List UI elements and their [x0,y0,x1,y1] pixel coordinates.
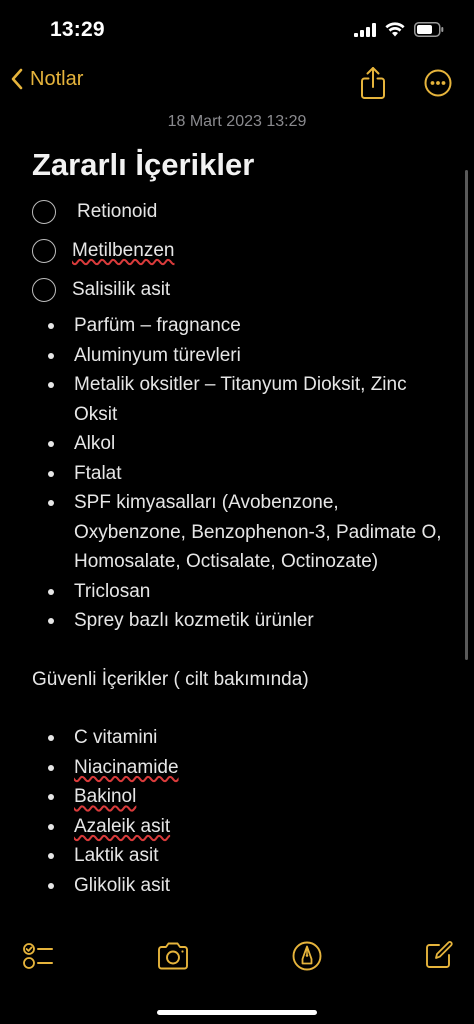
checklist-item-text: Salisilik asit [72,278,171,300]
list-item: Alkol [32,429,452,459]
home-indicator[interactable] [157,1010,317,1015]
list-item: C vitamini [32,723,452,753]
checkbox-circle[interactable] [32,278,56,302]
list-item: Laktik asit [32,841,452,871]
checklist-icon[interactable] [22,940,54,972]
markup-pen-icon[interactable] [291,940,323,972]
checklist-item-text: Metilbenzen [72,239,175,261]
list-item [32,782,452,812]
note-title[interactable]: Zararlı İçerikler [32,147,255,182]
chevron-left-icon [10,67,24,91]
more-icon[interactable] [424,69,452,97]
back-button[interactable] [10,67,83,91]
list-item: Triclosan [32,577,452,607]
list-item [32,812,452,842]
bottom-toolbar [0,936,474,976]
note-date: 18 Mart 2023 13:29 [167,113,307,130]
status-time: 13:29 [50,18,105,41]
status-icons [354,22,444,42]
safe-bullet-list [32,723,452,900]
back-label: Notlar [30,67,84,90]
camera-icon[interactable] [156,940,190,972]
battery-icon [414,22,444,42]
share-icon[interactable] [360,66,386,100]
nav-bar [0,62,474,106]
harmful-bullet-list [32,311,452,636]
list-item: Sprey bazlı kozmetik ürünler [32,606,452,636]
list-item: Aluminyum türevleri [32,341,452,371]
checklist-item[interactable] [32,192,452,231]
safe-section-title: Güvenli İçerikler ( cilt bakımında) [32,668,309,690]
list-item [32,753,452,783]
checklist-item[interactable] [32,270,452,309]
checklist-item-text: Retionoid [77,200,158,222]
compose-icon[interactable] [424,940,454,970]
checkbox-circle[interactable] [32,239,56,263]
note-editor[interactable] [32,140,452,900]
list-item: Glikolik asit [32,871,452,901]
list-item: Ftalat [32,459,452,489]
list-item: SPF kimyasalları (Avobenzone, Oxybenzone, Benzophenon-3, Padimate O, Homosalate, Octisalate, Octinozate) [32,488,452,577]
list-item-text: Azaleik asit [74,815,171,837]
status-bar [0,0,474,60]
list-item: Parfüm – fragnance [32,311,452,341]
wifi-icon [385,22,405,42]
scrollbar[interactable] [465,170,468,660]
cellular-signal-icon [354,23,376,42]
checkbox-circle[interactable] [32,200,56,224]
list-item-text: Niacinamide [74,756,179,778]
list-item: Metalik oksitler – Titanyum Dioksit, Zinc Oksit [32,370,452,429]
nav-actions [360,66,452,100]
list-item-text: Bakinol [74,786,137,807]
checklist-item[interactable] [32,231,452,270]
